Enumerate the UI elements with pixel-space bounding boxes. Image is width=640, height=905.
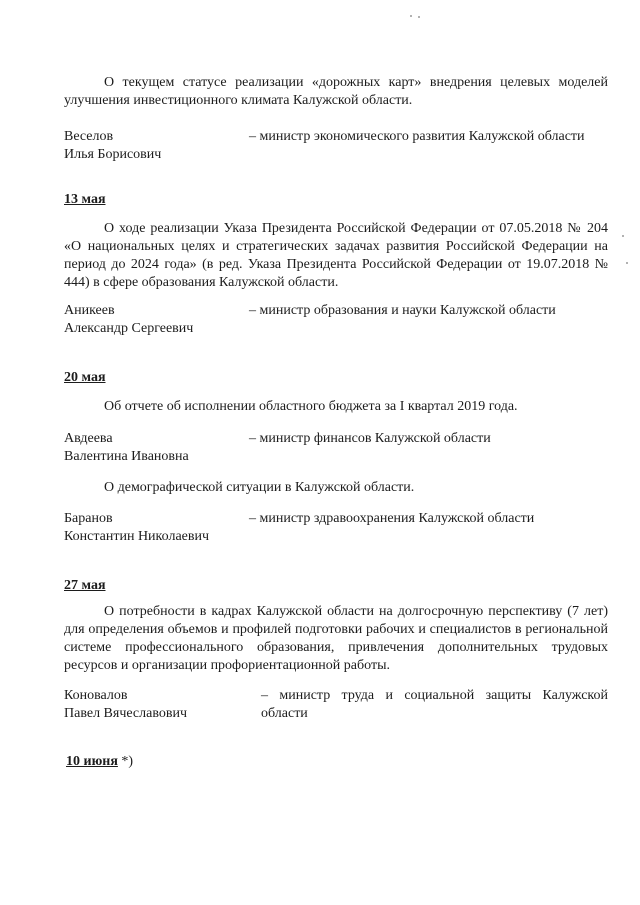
speaker-surname: Авдеева <box>64 431 113 446</box>
scan-speck <box>622 235 624 237</box>
agenda-item: О демографической ситуации в Калужской области. <box>104 480 415 495</box>
speaker-given-name: Павел Вячеславович <box>64 706 188 721</box>
agenda-item: О текущем статусе реализации «дорожных карт» внедрения целевых моделей улучшения инвестиционного климата Калужской области. <box>64 75 608 108</box>
speaker-entry <box>64 128 608 168</box>
speaker-entry <box>64 302 608 342</box>
speaker-name <box>64 687 239 723</box>
speaker-surname: Баранов <box>64 511 113 526</box>
agenda-item: О ходе реализации Указа Президента Российской Федерации от 07.05.2018 № 204 «О национальных целях и стратегических задачах развития Российской Федерации на период до 2024 года» (в ред. Указа Президента Российской Федерации от 19.07.2018 № 444) в сфере образования Калужской области. <box>64 221 608 290</box>
meeting-date: 20 мая <box>64 370 106 385</box>
meeting-date-line <box>66 754 133 770</box>
speaker-role: – министр экономического развития Калужской области <box>249 129 585 144</box>
speaker-entry <box>64 430 608 470</box>
speaker-given-name: Александр Сергеевич <box>64 321 194 336</box>
speaker-given-name: Константин Николаевич <box>64 529 210 544</box>
agenda-item: Об отчете об исполнении областного бюджета за I квартал 2019 года. <box>104 399 518 414</box>
speaker-entry <box>64 510 608 550</box>
meeting-date: 10 июня <box>66 754 118 769</box>
scan-speck <box>626 262 628 264</box>
speaker-name <box>64 128 239 164</box>
speaker-given-name: Валентина Ивановна <box>64 449 189 464</box>
meeting-date: 13 мая <box>64 192 106 207</box>
speaker-surname: Аникеев <box>64 303 115 318</box>
scan-speck <box>418 16 420 18</box>
speaker-entry <box>64 687 608 727</box>
speaker-name <box>64 510 239 546</box>
meeting-date: 27 мая <box>64 578 106 593</box>
speaker-role: – министр труда и социальной защиты Калужской области <box>261 688 608 721</box>
speaker-name <box>64 430 239 466</box>
speaker-role: – министр образования и науки Калужской области <box>249 303 556 318</box>
speaker-surname: Коновалов <box>64 688 128 703</box>
speaker-given-name: Илья Борисович <box>64 147 162 162</box>
agenda-item: О потребности в кадрах Калужской области на долгосрочную перспективу (7 лет) для определения объемов и профилей подготовки рабочих и специалистов в региональной системе профессионального образования, привлечения дополнительных трудовых ресурсов и организации профориентационной работы. <box>64 604 608 673</box>
speaker-surname: Веселов <box>64 129 114 144</box>
scan-speck <box>410 15 412 17</box>
footnote-mark: *) <box>117 754 134 769</box>
speaker-name <box>64 302 239 338</box>
speaker-role: – министр финансов Калужской области <box>249 431 491 446</box>
speaker-role: – министр здравоохранения Калужской области <box>249 511 535 526</box>
